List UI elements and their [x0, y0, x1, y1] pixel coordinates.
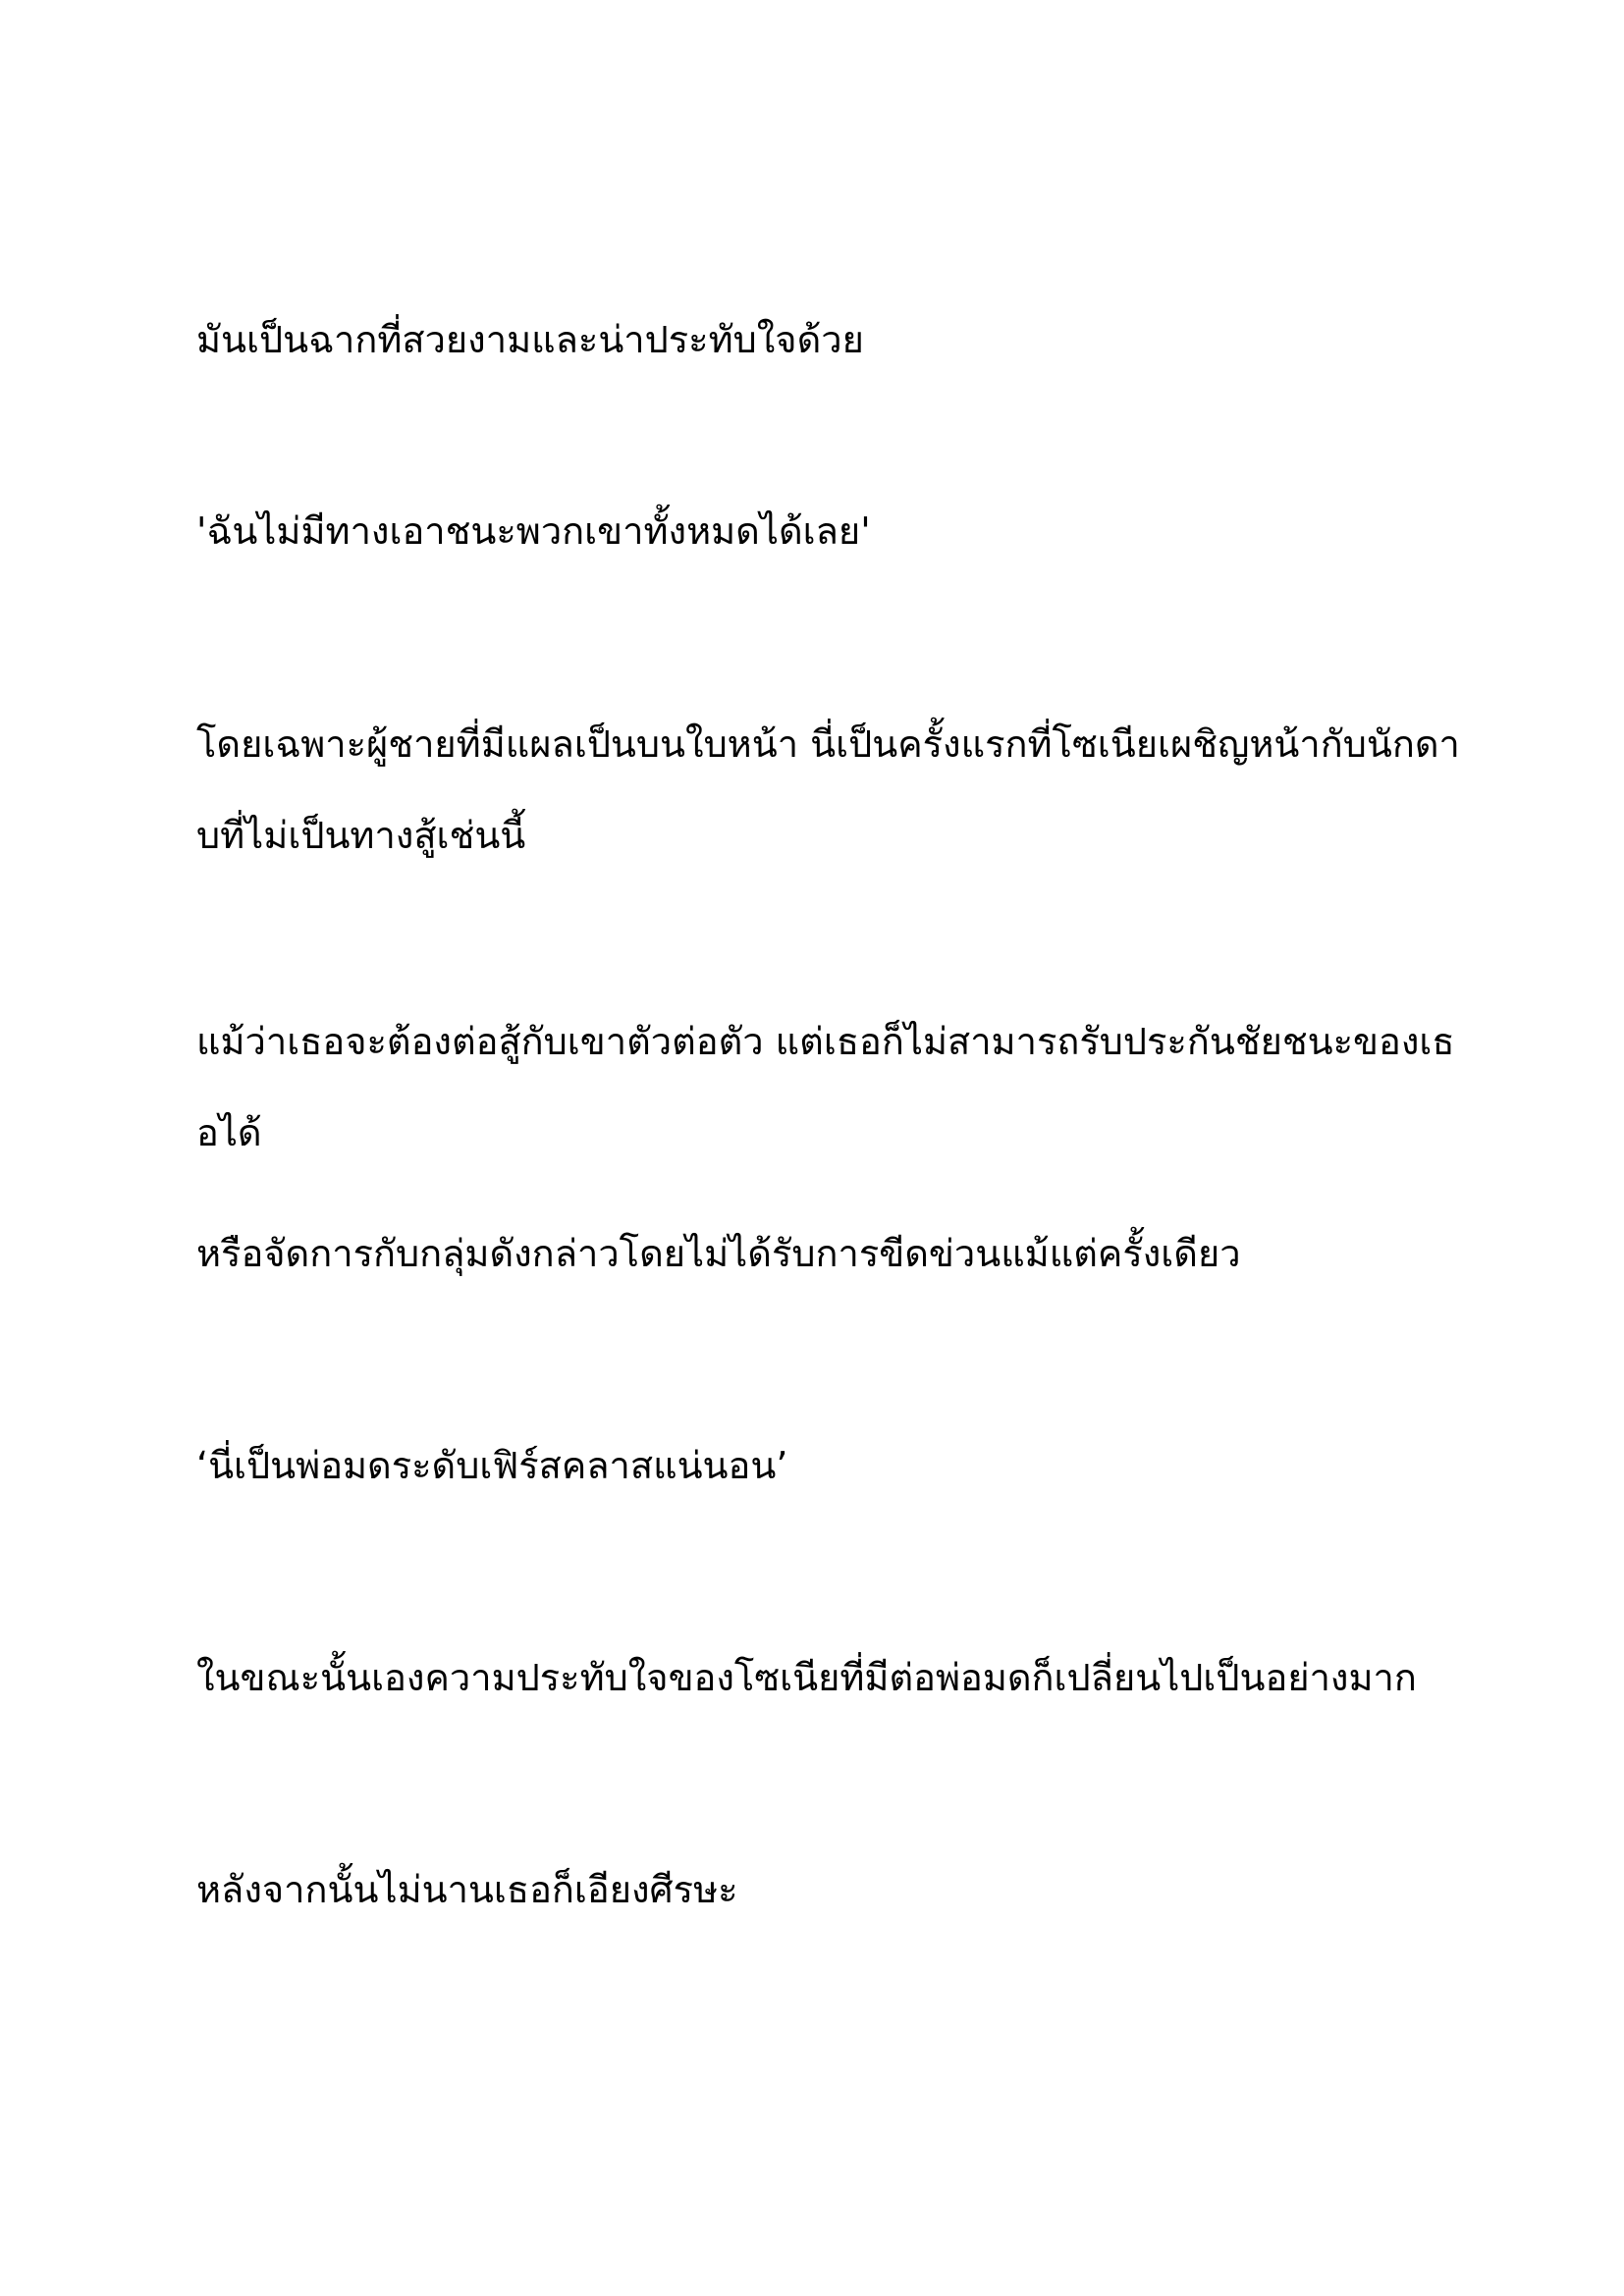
paragraph-8: หลังจากนั้นไม่นานเธอก็เอียงศีรษะ [196, 1868, 738, 1911]
paragraph-6: ‘นี่เป็นพ่อมดระดับเฟิร์สคลาสแน่นอน’ [196, 1444, 788, 1487]
paragraph-2: 'ฉันไม่มีทางเอาชนะพวกเขาทั้งหมดได้เลย' [196, 509, 871, 553]
paragraph-7: ในขณะนั้นเองความประทับใจของโซเนียที่มีต่อพ่อมดก็เปลี่ยนไปเป็นอย่างมาก [196, 1656, 1417, 1699]
paragraph-1: มันเป็นฉากที่สวยงามและน่าประทับใจด้วย [196, 318, 864, 361]
paragraph-5: หรือจัดการกับกลุ่มดังกล่าวโดยไม่ได้รับการขีดข่วนแม้แต่ครั้งเดียว [196, 1232, 1241, 1275]
paragraph-3: โดยเฉพาะผู้ชายที่มีแผลเป็นบนใบหน้า นี่เป็นครั้งแรกที่โซเนียเผชิญหน้ากับนักดาบที่ไม่เป็นทางสู้เช่นนี้ [196, 722, 1460, 857]
paragraph-4: แม้ว่าเธอจะต้องต่อสู้กับเขาตัวต่อตัว แต่เธอก็ไม่สามารถรับประกันชัยชนะของเธอได้ [196, 1020, 1455, 1154]
